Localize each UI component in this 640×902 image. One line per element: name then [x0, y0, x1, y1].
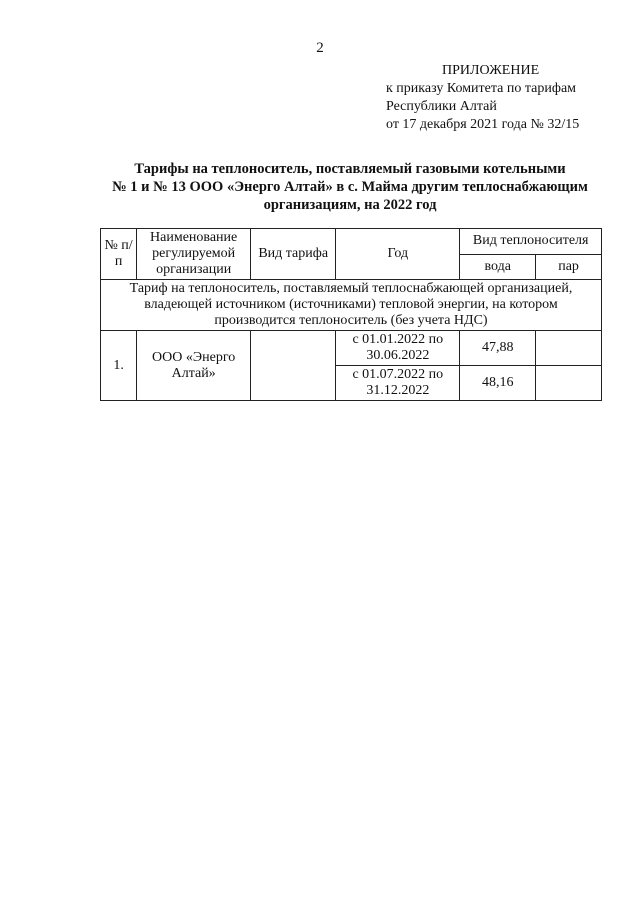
title-line: организациям, на 2022 год [263, 197, 437, 213]
header-org: Наименование регулируемой организации [137, 229, 251, 280]
cell-water: 48,16 [460, 366, 536, 401]
cell-period: с 01.01.2022 по 30.06.2022 [336, 331, 460, 366]
header-year: Год [336, 229, 460, 280]
cell-type [251, 331, 336, 401]
cell-steam [536, 331, 602, 366]
cell-period: с 01.07.2022 по 31.12.2022 [336, 366, 460, 401]
table-row [101, 331, 602, 366]
header-type: Вид тарифа [251, 229, 336, 280]
cell-org: ООО «Энерго Алтай» [137, 331, 251, 401]
annex-line: Республики Алтай [386, 99, 497, 114]
cell-num: 1. [101, 331, 137, 401]
header-steam: пар [536, 254, 602, 280]
annex-block [386, 62, 626, 134]
annex-line: к приказу Комитета по тарифам [386, 81, 577, 96]
header-num: № п/п [101, 229, 137, 280]
header-water: вода [460, 254, 536, 280]
annex-line: от 17 декабря 2021 года № 32/15 [386, 117, 580, 132]
document-title [90, 160, 610, 214]
section-row-text: Тариф на теплоноситель, поставляемый теплоснабжающей организацией, владеющей источником (источниками) тепловой энергии, на котором производится теплоноситель (без учета НДС) [101, 280, 602, 331]
table-header-row [101, 229, 602, 255]
tariff-table [100, 228, 602, 401]
cell-steam [536, 366, 602, 401]
title-line: № 1 и № 13 ООО «Энерго Алтай» в с. Майма другим теплоснабжающим [112, 179, 588, 195]
cell-water: 47,88 [460, 331, 536, 366]
title-line: Тарифы на теплоноситель, поставляемый газовыми котельными [134, 161, 566, 177]
header-carrier: Вид теплоносителя [460, 229, 602, 255]
page-number: 2 [316, 40, 324, 56]
section-row [101, 280, 602, 331]
annex-heading: ПРИЛОЖЕНИЕ [442, 63, 540, 78]
